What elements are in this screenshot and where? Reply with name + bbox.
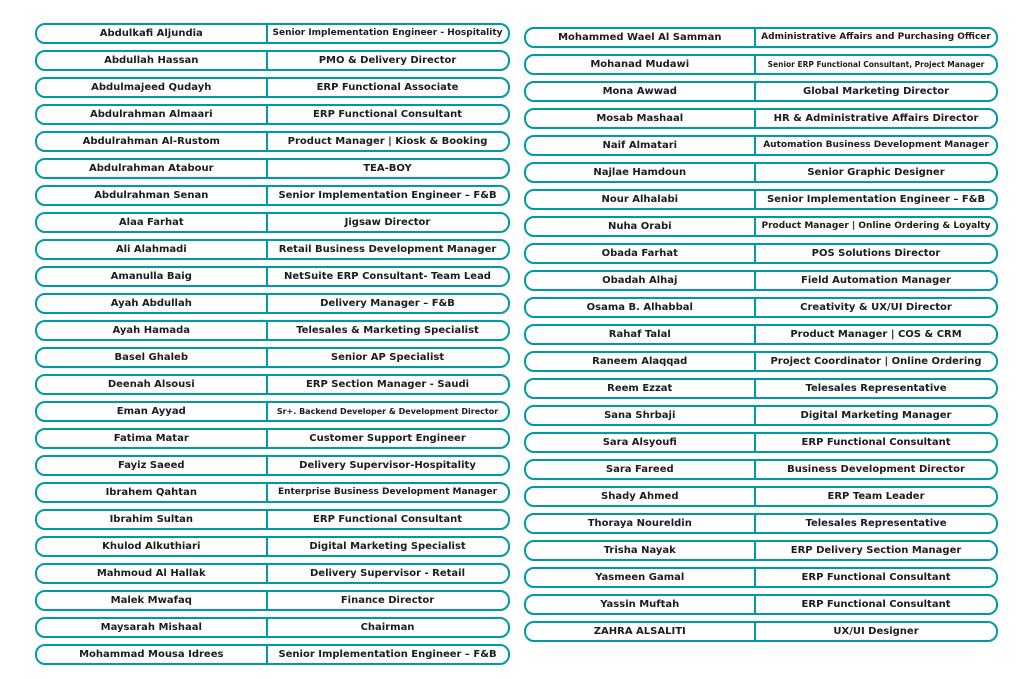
staff-row <box>35 590 510 611</box>
staff-title: PMO & Delivery Director <box>318 54 457 66</box>
staff-name: Rahaf Talal <box>608 328 671 340</box>
staff-row <box>35 536 510 557</box>
staff-name-cell <box>37 646 268 663</box>
staff-name-cell <box>526 137 757 154</box>
staff-title-cell <box>268 619 508 636</box>
staff-title-cell <box>268 79 508 96</box>
staff-title-cell <box>756 461 996 478</box>
staff-title-cell <box>756 596 996 613</box>
staff-name: Amanulla Baig <box>110 270 192 282</box>
staff-title: ERP Delivery Section Manager <box>790 544 962 556</box>
staff-row <box>524 189 999 210</box>
staff-title-cell <box>756 434 996 451</box>
staff-title: Enterprise Business Development Manager <box>277 487 498 497</box>
staff-name: Alaa Farhat <box>118 216 184 228</box>
staff-name-cell <box>526 245 757 262</box>
staff-title: Project Coordinator | Online Ordering <box>770 355 982 367</box>
staff-row <box>524 27 999 48</box>
staff-title-cell <box>268 214 508 231</box>
staff-row <box>35 455 510 476</box>
staff-title: NetSuite ERP Consultant- Team Lead <box>284 270 491 282</box>
staff-row <box>35 293 510 314</box>
staff-name: Abdulkafi Aljundia <box>99 27 203 39</box>
staff-title: Product Manager | Kiosk & Booking <box>287 135 488 147</box>
staff-title: Senior Graphic Designer <box>807 166 945 178</box>
staff-name: Mohanad Mudawi <box>590 58 690 70</box>
staff-title: Delivery Supervisor-Hospitality <box>299 459 476 471</box>
staff-name-cell <box>526 515 757 532</box>
staff-name: Reem Ezzat <box>607 382 673 394</box>
staff-name-cell <box>37 403 268 420</box>
staff-row <box>524 513 999 534</box>
staff-name-cell <box>526 110 757 127</box>
staff-name-cell <box>37 79 268 96</box>
staff-name-cell <box>37 322 268 339</box>
staff-name-cell <box>526 164 757 181</box>
staff-name-cell <box>37 484 268 501</box>
staff-name-cell <box>37 268 268 285</box>
staff-name-cell <box>526 299 757 316</box>
staff-title-cell <box>756 353 996 370</box>
staff-name-cell <box>37 25 268 42</box>
staff-title: HR & Administrative Affairs Director <box>773 112 979 124</box>
staff-title: Finance Director <box>340 594 435 606</box>
staff-title-cell <box>268 403 508 420</box>
staff-name: Sara Alsyoufi <box>602 436 677 448</box>
staff-title-cell <box>268 646 508 663</box>
staff-row <box>35 428 510 449</box>
staff-title-cell <box>756 56 996 73</box>
staff-title: Delivery Manager – F&B <box>320 297 455 309</box>
staff-row <box>524 135 999 156</box>
staff-title: Senior Implementation Engineer – F&B <box>766 193 986 205</box>
staff-name-cell <box>37 457 268 474</box>
staff-name: Eman Ayyad <box>116 405 186 417</box>
staff-name-cell <box>37 592 268 609</box>
staff-title: ERP Functional Consultant <box>801 436 951 448</box>
staff-row <box>35 77 510 98</box>
staff-name-cell <box>526 29 757 46</box>
staff-row <box>35 23 510 44</box>
staff-title-cell <box>268 511 508 528</box>
staff-row <box>35 563 510 584</box>
staff-title: ERP Section Manager - Saudi <box>305 378 470 390</box>
staff-title-cell <box>756 29 996 46</box>
staff-title: ERP Functional Consultant <box>313 108 462 120</box>
staff-row <box>524 351 999 372</box>
staff-name: Mona Awwad <box>602 85 677 97</box>
staff-row <box>524 432 999 453</box>
staff-name: Fayiz Saeed <box>117 459 185 471</box>
staff-name: Najlae Hamdoun <box>593 166 687 178</box>
staff-name: Abdulrahman Al-Rustom <box>82 135 220 147</box>
staff-name: Fatima Matar <box>113 432 189 444</box>
staff-name: Malek Mwafaq <box>110 594 192 606</box>
staff-name: Yassin Muftah <box>600 598 680 610</box>
staff-name-cell <box>526 461 757 478</box>
staff-name: Mosab Mashaal <box>596 112 684 124</box>
staff-row <box>35 104 510 125</box>
staff-title-cell <box>756 488 996 505</box>
staff-title-cell <box>756 515 996 532</box>
staff-title: ERP Functional Consultant <box>313 513 462 525</box>
staff-name: Deenah Alsousi <box>107 378 195 390</box>
staff-title-cell <box>756 407 996 424</box>
staff-name-cell <box>37 295 268 312</box>
staff-name: Ibrahim Sultan <box>109 513 193 525</box>
staff-title: ERP Team Leader <box>827 490 925 502</box>
staff-title-cell <box>756 272 996 289</box>
staff-title: Senior Implementation Engineer - Hospitality <box>272 28 503 38</box>
staff-name: Raneem Alaqqad <box>592 355 688 367</box>
staff-row <box>524 297 999 318</box>
staff-name: Ali Alahmadi <box>115 243 187 255</box>
staff-title: Telesales Representative <box>805 517 947 529</box>
staff-row <box>35 320 510 341</box>
staff-row <box>524 324 999 345</box>
staff-title-cell <box>268 430 508 447</box>
staff-title-cell <box>268 565 508 582</box>
staff-title: Senior AP Specialist <box>330 351 445 363</box>
staff-title: Delivery Supervisor - Retail <box>309 567 466 579</box>
staff-name: Abdulmajeed Qudayh <box>91 81 212 93</box>
staff-name: Basel Ghaleb <box>114 351 188 363</box>
staff-row <box>524 108 999 129</box>
staff-name-cell <box>37 619 268 636</box>
staff-name: Mohammad Mousa Idrees <box>79 648 224 660</box>
staff-row <box>35 482 510 503</box>
staff-title: Customer Support Engineer <box>309 432 466 444</box>
staff-title-cell <box>756 245 996 262</box>
staff-title-cell <box>268 160 508 177</box>
staff-title-cell <box>268 295 508 312</box>
staff-row <box>524 594 999 615</box>
staff-name-cell <box>526 407 757 424</box>
staff-row <box>524 216 999 237</box>
staff-title-cell <box>756 326 996 343</box>
staff-row <box>35 185 510 206</box>
staff-title-cell <box>268 322 508 339</box>
staff-title-cell <box>756 380 996 397</box>
staff-title: Senior Implementation Engineer – F&B <box>278 189 497 201</box>
staff-row <box>35 50 510 71</box>
staff-name-cell <box>37 538 268 555</box>
staff-title: UX/UI Designer <box>833 625 919 637</box>
staff-title: Creativity & UX/UI Director <box>800 301 952 313</box>
staff-name-cell <box>526 191 757 208</box>
staff-title: Telesales & Marketing Specialist <box>296 324 479 336</box>
staff-title-cell <box>268 187 508 204</box>
staff-title: Senior ERP Functional Consultant, Project Manager <box>767 59 985 69</box>
staff-name-cell <box>37 511 268 528</box>
staff-row <box>524 54 999 75</box>
staff-row <box>524 162 999 183</box>
staff-row <box>35 212 510 233</box>
staff-name-cell <box>37 106 268 123</box>
staff-title: Digital Marketing Specialist <box>309 540 466 552</box>
staff-name: Ibrahem Qahtan <box>105 486 197 498</box>
staff-row <box>524 405 999 426</box>
staff-title-cell <box>756 110 996 127</box>
staff-title-cell <box>756 137 996 154</box>
staff-title-cell <box>756 569 996 586</box>
staff-row <box>35 401 510 422</box>
staff-name-cell <box>526 218 757 235</box>
staff-name-cell <box>526 596 757 613</box>
staff-name: Ayah Abdullah <box>110 297 192 309</box>
staff-name-cell <box>37 565 268 582</box>
staff-title: Product Manager | COS & CRM <box>790 328 962 340</box>
staff-name: Osama B. Alhabbal <box>586 301 693 313</box>
staff-name-cell <box>37 376 268 393</box>
staff-title: Business Development Director <box>787 463 965 475</box>
staff-title: ERP Functional Associate <box>316 81 459 93</box>
staff-title: TEA-BOY <box>363 162 412 174</box>
staff-row <box>524 621 999 642</box>
staff-name-cell <box>37 160 268 177</box>
staff-name-cell <box>37 187 268 204</box>
staff-title-cell <box>268 592 508 609</box>
staff-row <box>524 459 999 480</box>
staff-row <box>524 540 999 561</box>
staff-name-cell <box>526 353 757 370</box>
staff-name-cell <box>526 623 757 640</box>
staff-title-cell <box>756 623 996 640</box>
staff-title-cell <box>268 106 508 123</box>
staff-name-cell <box>37 349 268 366</box>
staff-name-cell <box>37 52 268 69</box>
staff-row <box>35 239 510 260</box>
staff-row <box>35 131 510 152</box>
staff-name: Maysarah Mishaal <box>100 621 202 633</box>
staff-name: Khulod Alkuthiari <box>102 540 201 552</box>
staff-title: Product Manager | Online Ordering & Loyalty <box>761 221 991 231</box>
staff-row <box>35 617 510 638</box>
staff-row <box>35 644 510 665</box>
staff-name-cell <box>37 214 268 231</box>
staff-title: Sr+. Backend Developer & Development Director <box>276 406 499 416</box>
staff-name: Nour Alhalabi <box>601 193 679 205</box>
staff-title: Jigsaw Director <box>344 216 431 228</box>
staff-title: Senior Implementation Engineer – F&B <box>278 648 497 660</box>
staff-name: Obadah Alhaj <box>602 274 678 286</box>
staff-title: Retail Business Development Manager <box>278 243 497 255</box>
staff-title: Global Marketing Director <box>802 85 950 97</box>
staff-row <box>524 486 999 507</box>
staff-name: Obada Farhat <box>601 247 678 259</box>
staff-name: Naif Almatari <box>602 139 678 151</box>
staff-title-cell <box>756 299 996 316</box>
staff-name: Sana Shrbaji <box>604 409 676 421</box>
staff-title: POS Solutions Director <box>811 247 941 259</box>
staff-title-cell <box>756 218 996 235</box>
staff-row <box>524 270 999 291</box>
staff-row <box>524 81 999 102</box>
staff-title: ERP Functional Consultant <box>801 571 951 583</box>
staff-row <box>524 243 999 264</box>
staff-name: Ayah Hamada <box>112 324 190 336</box>
staff-name: Shady Ahmed <box>601 490 679 502</box>
staff-title-cell <box>756 542 996 559</box>
staff-name: Abdulrahman Atabour <box>89 162 214 174</box>
staff-title-cell <box>756 164 996 181</box>
staff-name-cell <box>526 569 757 586</box>
staff-title-cell <box>268 457 508 474</box>
staff-row <box>35 158 510 179</box>
staff-title-cell <box>268 241 508 258</box>
staff-name-cell <box>37 430 268 447</box>
staff-name-cell <box>526 272 757 289</box>
staff-name: Abdulrahman Senan <box>94 189 209 201</box>
staff-row <box>35 374 510 395</box>
directory-column-right <box>524 23 999 671</box>
staff-title-cell <box>756 191 996 208</box>
staff-row <box>35 347 510 368</box>
staff-name: Yasmeen Gamal <box>595 571 685 583</box>
staff-name-cell <box>526 542 757 559</box>
staff-name: Sara Fareed <box>605 463 674 475</box>
staff-name-cell <box>526 56 757 73</box>
staff-name: Nuha Orabi <box>607 220 672 232</box>
staff-title-cell <box>268 538 508 555</box>
staff-title-cell <box>268 376 508 393</box>
staff-title-cell <box>268 349 508 366</box>
staff-title-cell <box>268 25 508 42</box>
staff-name: Trisha Nayak <box>603 544 676 556</box>
staff-name-cell <box>526 380 757 397</box>
staff-name-cell <box>37 133 268 150</box>
staff-title-cell <box>756 83 996 100</box>
staff-name: Abdulrahman Almaari <box>89 108 213 120</box>
staff-name: Abdullah Hassan <box>104 54 199 66</box>
staff-title: Chairman <box>360 621 415 633</box>
directory-column-left <box>35 23 510 671</box>
staff-name-cell <box>526 326 757 343</box>
staff-name-cell <box>37 241 268 258</box>
staff-title: Digital Marketing Manager <box>800 409 952 421</box>
staff-title-cell <box>268 484 508 501</box>
staff-row <box>524 567 999 588</box>
staff-title: Telesales Representative <box>805 382 947 394</box>
staff-row <box>35 509 510 530</box>
staff-title-cell <box>268 52 508 69</box>
staff-row <box>524 378 999 399</box>
staff-title: Administrative Affairs and Purchasing Officer <box>761 32 991 42</box>
staff-name: Mahmoud Al Hallak <box>96 567 206 579</box>
staff-title-cell <box>268 268 508 285</box>
staff-name-cell <box>526 488 757 505</box>
staff-name-cell <box>526 434 757 451</box>
staff-name-cell <box>526 83 757 100</box>
staff-name: Thoraya Noureldin <box>587 517 692 529</box>
staff-row <box>35 266 510 287</box>
staff-name: Mohammed Wael Al Samman <box>558 31 722 43</box>
staff-title-cell <box>268 133 508 150</box>
staff-title: ERP Functional Consultant <box>801 598 951 610</box>
staff-title: Automation Business Development Manager <box>763 140 989 150</box>
staff-name: ZAHRA ALSALITI <box>593 625 686 637</box>
staff-title: Field Automation Manager <box>801 274 951 286</box>
